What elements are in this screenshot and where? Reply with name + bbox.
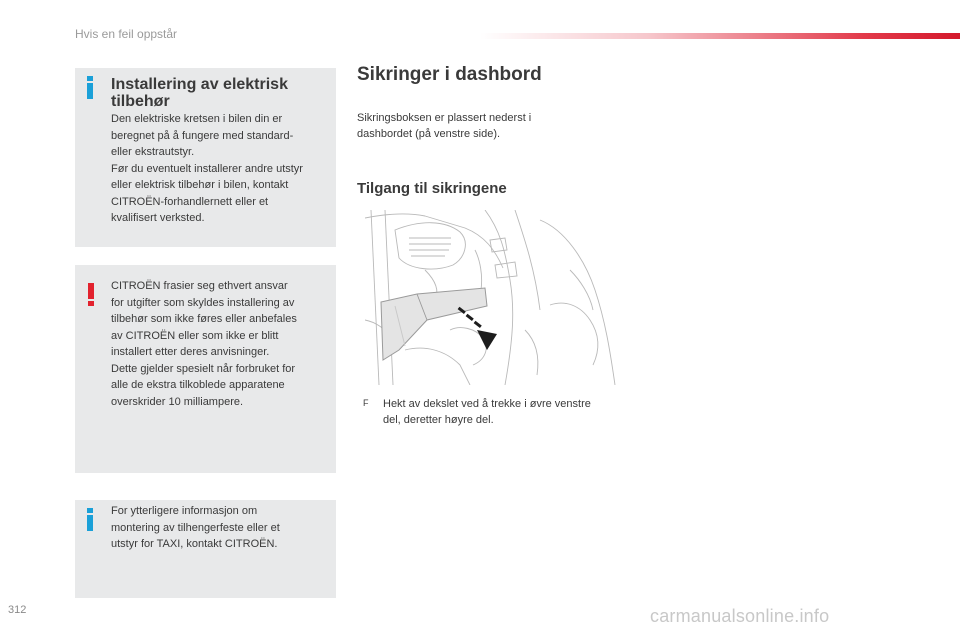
section-subtitle: Tilgang til sikringene: [357, 180, 507, 197]
box3-text: [111, 503, 331, 553]
page-number: 312: [8, 604, 27, 616]
watermark: carmanualsonline.info: [650, 606, 830, 626]
text-line: Dette gjelder spesielt når forbruket for: [111, 362, 296, 375]
text-line: CITROËN frasier seg ethvert ansvar: [111, 280, 288, 292]
page-title: Sikringer i dashbord: [357, 64, 542, 85]
info-icon: [87, 508, 93, 532]
header-section-title: Hvis en feil oppstår: [75, 27, 178, 41]
text-line: tilbehør som ikke føres eller anbefales: [111, 313, 297, 325]
text-line: utstyr for TAXI, kontakt CITROËN.: [111, 538, 278, 550]
text-line: beregnet på å fungere med standard-: [111, 129, 294, 142]
header-accent-bar: [480, 33, 960, 39]
text-line: Hekt av dekslet ved å trekke i øvre venstre: [383, 398, 591, 410]
box-title: Installering av elektrisk tilbehør: [111, 76, 288, 110]
text-line: del, deretter høyre del.: [383, 414, 494, 426]
text-line: For ytterligere informasjon om: [111, 505, 258, 517]
text-line: eller ekstrautstyr.: [111, 146, 195, 158]
text-line: eller elektrisk tilbehør i bilen, kontakt: [111, 179, 289, 191]
text-line: alle de ekstra tilkoblede apparatene: [111, 379, 285, 391]
text-line: installert etter deres anvisninger.: [111, 346, 270, 358]
warning-icon: [88, 283, 94, 307]
box1-text: [111, 111, 331, 227]
text-line: Den elektriske kretsen i bilen din er: [111, 113, 283, 125]
text-line: CITROËN-forhandlernett eller et: [111, 195, 269, 208]
text-line: overskrider 10 milliampere.: [111, 395, 244, 408]
text-line: kvalifisert verksted.: [111, 212, 205, 224]
text-line: for utgifter som skyldes installering av: [111, 296, 295, 309]
dashboard-fuse-cover-illustration: [365, 210, 620, 385]
text-line: av CITROËN eller som ikke er blitt: [111, 329, 279, 342]
text-line: Sikringsboksen er plassert nederst i: [357, 112, 532, 124]
text-line: dashbordet (på venstre side).: [357, 128, 501, 140]
intro-paragraph: [357, 110, 597, 142]
step-bullet: F: [363, 398, 369, 408]
text-line: Før du eventuelt installerer andre utstyr: [111, 162, 303, 175]
text-line: montering av tilhengerfeste eller et: [111, 521, 280, 534]
box2-text: [111, 278, 331, 410]
step-text: [383, 396, 623, 428]
info-icon: [87, 76, 93, 100]
